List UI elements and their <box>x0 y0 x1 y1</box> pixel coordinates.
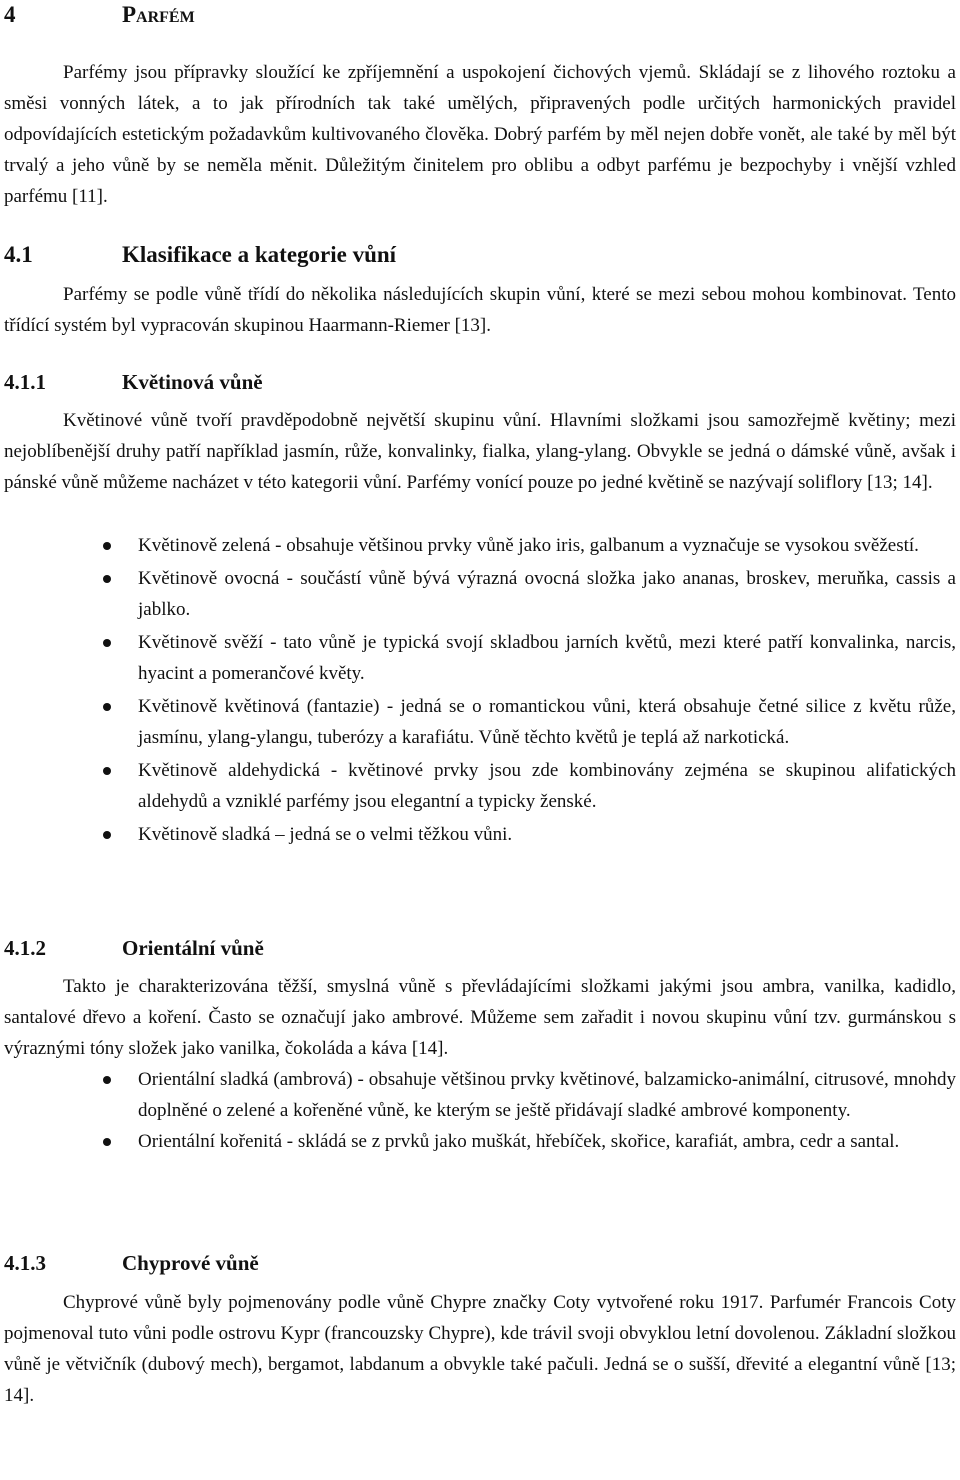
bullet-icon <box>103 703 111 711</box>
list-item <box>4 755 956 817</box>
list-item-text: Orientální kořenitá - skládá se z prvků jako muškát, hřebíček, skořice, karafiát, ambra, cedr a santal. <box>138 1131 900 1152</box>
section-title: Klasifikace a kategorie vůní <box>122 242 397 267</box>
list-item-text: Květinově aldehydická - květinové prvky jsou zde kombinovány zejména se skupinou alifatických aldehydů a vzniklé parfémy jsou elegantní a typicky ženské. <box>138 760 956 812</box>
section-number: 4.1 <box>4 242 33 267</box>
bullet-icon <box>103 542 111 550</box>
list-item <box>4 1126 956 1157</box>
section-4-1-3-heading <box>4 1246 259 1280</box>
intro-paragraph: Parfémy jsou přípravky sloužící ke zpříjemnění a uspokojení čichových vjemů. Skládají se z lihového roztoku a směsi vonných látek, a to jak přírodních tak také umělých, připravených podle určitých harmonických pravidel odpovídajících estetickým požadavkům kultivovaného člověka. Dobrý parfém by měl nejen dobře vonět, ale také by měl být trvalý a jeho vůně by se neměla měnit. Důležitým činitelem pro oblibu a odbyt parfému je bezpochyby i vnější vzhled parfému [11]. <box>4 62 956 207</box>
list-item <box>4 819 956 850</box>
list-item-text: Orientální sladká (ambrová) - obsahuje většinou prvky květinové, balzamicko-animální, citrusové, mnohdy doplněné o zelené a kořeněné vůně, ke kterým se ještě přidávají sladké ambrové komponenty. <box>138 1069 956 1121</box>
bullet-icon <box>103 831 111 839</box>
section-4-1-paragraph: Parfémy se podle vůně třídí do několika následujících skupin vůní, které se mezi sebou mohou kombinovat. Tento třídící systém byl vypracován skupinou Haarmann-Riemer [13]. <box>4 284 956 336</box>
section-number: 4.1.1 <box>4 370 46 394</box>
list-item-text: Květinově sladká – jedná se o velmi těžkou vůni. <box>138 824 513 845</box>
bullet-icon <box>103 767 111 775</box>
list-item-text: Květinově zelená - obsahuje většinou prvky vůně jako iris, galbanum a vyznačuje se vysokou svěžestí. <box>138 535 919 556</box>
list-item <box>4 627 956 689</box>
section-4-1-3-paragraph: Chyprové vůně byly pojmenovány podle vůně Chypre značky Coty vytvořené roku 1917. Parfumér Francois Coty pojmenoval tuto vůni podle ostrovu Kypr (francouzsky Chypre), kde trávil svoji obvyklou letní dovolenou. Základní složkou vůně je větvičník (dubový mech), bergamot, labdanum a obvykle také pačuli. Jedná se o sušší, dřevité a elegantní vůně [13; 14]. <box>4 1292 956 1406</box>
bullet-icon <box>103 1076 111 1084</box>
section-4-1-2-heading <box>4 931 264 965</box>
list-item-text: Květinově květinová (fantazie) - jedná se o romantickou vůni, která obsahuje četné silice z květu růže, jasmínu, ylang-ylangu, tuberózy a karafiátu. Vůně těchto květů je teplá až narkotická. <box>138 696 956 748</box>
bullet-icon <box>103 1138 111 1146</box>
bullet-icon <box>103 639 111 647</box>
list-item-text: Květinově svěží - tato vůně je typická svojí skladbou jarních květů, mezi které patří konvalinka, narcis, hyacint a pomerančové květy. <box>138 632 956 684</box>
list-item <box>4 1064 956 1126</box>
section-4-1-1-paragraph: Květinové vůně tvoří pravděpodobně největší skupinu vůní. Hlavními složkami jsou samozřejmě květiny; mezi nejoblíbenější druhy patří například jasmín, růže, konvalinky, fialka, ylang-ylang. Obvykle se jedná o dámské vůně, avšak i pánské vůně můžeme nacházet v této kategorii vůní. Parfémy vonící pouze po jedné květině se nazývají soliflory [13; 14]. <box>4 410 956 493</box>
list-item <box>4 530 956 561</box>
section-title: Květinová vůně <box>122 370 263 394</box>
section-number: 4.1.3 <box>4 1251 46 1275</box>
chapter-heading <box>4 0 195 30</box>
section-4-1-1-heading <box>4 365 263 399</box>
chapter-number: 4 <box>4 2 16 27</box>
chapter-title: Parfém <box>122 2 195 27</box>
section-4-1-heading <box>4 238 396 272</box>
section-title: Chyprové vůně <box>122 1251 259 1275</box>
list-item <box>4 563 956 625</box>
section-title: Orientální vůně <box>122 936 264 960</box>
list-item <box>4 691 956 753</box>
section-4-1-2-paragraph: Takto je charakterizována těžší, smyslná vůně s převládajícími složkami jakými jsou ambra, vanilka, kadidlo, santalové dřevo a koření. Často se označují jako ambrové. Můžeme sem zařadit i novou skupinu vůní tzv. gurmánskou s výraznými tóny složek jako vanilka, čokoláda a káva [14]. <box>4 976 956 1059</box>
list-item-text: Květinově ovocná - součástí vůně bývá výrazná ovocná složka jako ananas, broskev, meruňka, cassis a jablko. <box>138 568 956 620</box>
section-number: 4.1.2 <box>4 936 46 960</box>
oriental-categories-list <box>4 1064 956 1157</box>
bullet-icon <box>103 575 111 583</box>
floral-categories-list <box>4 530 956 852</box>
